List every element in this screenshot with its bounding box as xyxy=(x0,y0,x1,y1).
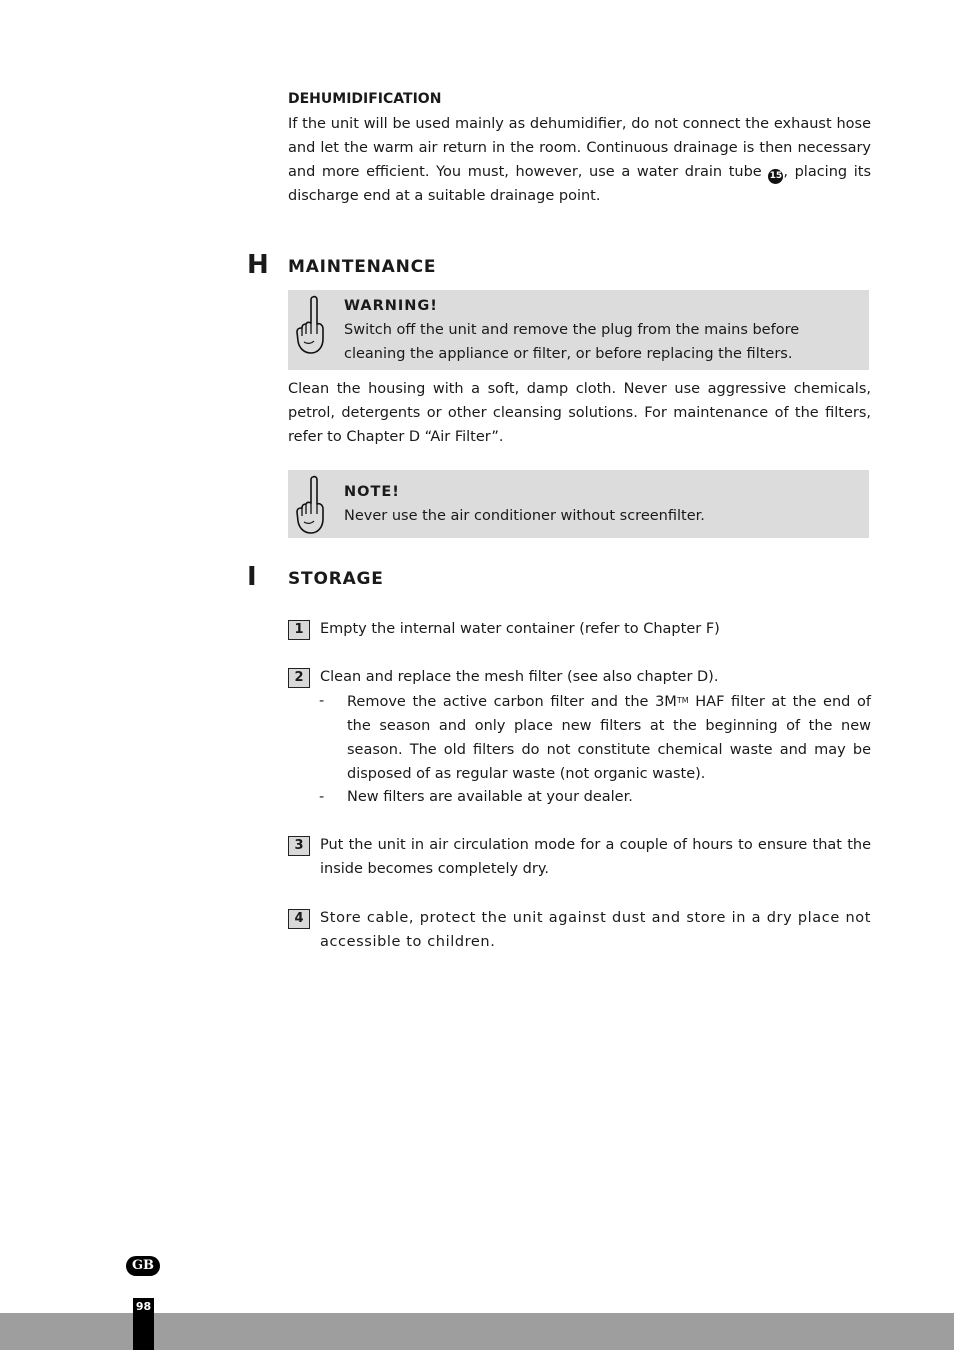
bullet-dash: - xyxy=(319,789,325,805)
bullet-item: New filters are available at your dealer. xyxy=(347,789,633,805)
step-number: 1 xyxy=(288,620,310,640)
bullet-item xyxy=(347,689,871,786)
dehumidification-text-start: If the unit will be used mainly as dehumidifier, do not connect the exhaust hose and let the warm air return in the room. Continuous drainage is then necessary and more efficient. You must, however, use a water drain tube xyxy=(288,116,871,180)
step-number: 4 xyxy=(288,909,310,929)
section-letter-i: I xyxy=(247,562,257,592)
note-text: Never use the air conditioner without screenfilter. xyxy=(344,508,705,524)
bullet-text-start: Remove the active carbon filter and the 3M xyxy=(347,694,677,710)
bullet-text-end: HAF filter at the end of the season and only place new filters at the beginning of the new season. The old filters do not constitute chemical waste and may be disposed of as regular waste (not organic waste). xyxy=(347,694,871,782)
step-text: Put the unit in air circulation mode for a couple of hours to ensure that the inside becomes completely dry. xyxy=(320,837,871,877)
reference-number-badge: 15 xyxy=(768,169,783,184)
step-text: Empty the internal water container (refer to Chapter F) xyxy=(320,621,720,637)
step-text: Clean and replace the mesh filter (see also chapter D). xyxy=(320,669,719,685)
language-badge: GB xyxy=(126,1256,160,1276)
dehumidification-paragraph xyxy=(288,112,871,208)
trademark-mark: TM xyxy=(676,696,689,705)
dehumidification-heading: DEHUMIDIFICATION xyxy=(288,91,442,107)
pointing-hand-icon xyxy=(294,474,326,536)
storage-title: STORAGE xyxy=(288,569,384,589)
step-number: 2 xyxy=(288,668,310,688)
step-number: 3 xyxy=(288,836,310,856)
maintenance-title: MAINTENANCE xyxy=(288,257,437,277)
warning-text: Switch off the unit and remove the plug from the mains before cleaning the appliance or filter, or before replacing the filters. xyxy=(344,322,800,362)
dehumidification-text-end: , placing its discharge end at a suitable drainage point. xyxy=(288,164,871,204)
note-title: NOTE! xyxy=(344,484,400,500)
note-box xyxy=(288,470,869,538)
warning-title: WARNING! xyxy=(344,298,438,314)
pointing-hand-icon xyxy=(294,294,326,356)
warning-box xyxy=(288,290,869,370)
section-letter-h: H xyxy=(247,250,269,280)
page-number: 98 xyxy=(135,1300,152,1313)
maintenance-paragraph: Clean the housing with a soft, damp cloth. Never use aggressive chemicals, petrol, detergents or other cleansing solutions. For maintenance of the filters, refer to Chapter D “Air Filter”. xyxy=(288,381,871,445)
bullet-dash: - xyxy=(319,693,325,709)
step-text: Store cable, protect the unit against dust and store in a dry place not accessible to children. xyxy=(320,910,871,950)
